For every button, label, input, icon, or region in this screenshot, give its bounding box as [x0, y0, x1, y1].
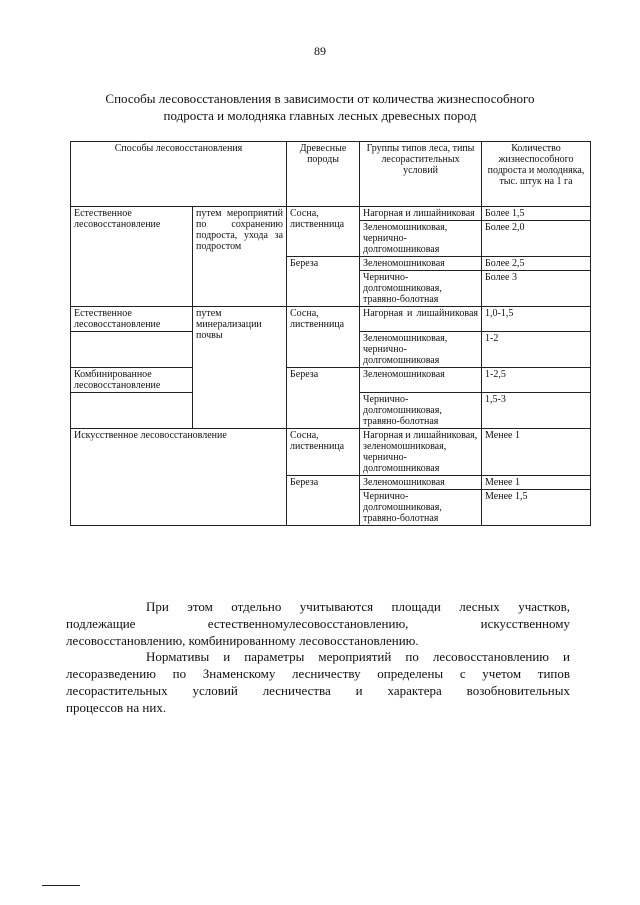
quantity-cell: 1-2 [482, 332, 591, 368]
quantity-cell: 1,5-3 [482, 393, 591, 429]
forest-type-cell: Нагорная и лишайниковая [360, 207, 482, 221]
forest-type-cell: Зеленомошниковая, чернично-долгомошниковая [360, 221, 482, 257]
quantity-cell: Менее 1,5 [482, 490, 591, 526]
quantity-cell: 1-2,5 [482, 368, 591, 393]
quantity-cell: Более 2,0 [482, 221, 591, 257]
species-cell: Сосна, лиственница [287, 429, 360, 476]
forest-type-cell: Нагорная и лишайниковая, зеленомошниковая, чернично-долгомошниковая [360, 429, 482, 476]
paragraph-2-line-3: лесорастительных условий лесничества и характера возобновительных [66, 683, 570, 698]
species-cell: Сосна, лиственница [287, 307, 360, 368]
forest-type-cell: Нагорная и лишайниковая [360, 307, 482, 332]
method-cell: Искусственное лесовосстановление [71, 429, 287, 526]
table-row [71, 307, 591, 332]
table-title [60, 90, 580, 124]
table-row [71, 207, 591, 221]
method-cell: Естественное лесовосстановление [71, 207, 193, 307]
forest-type-cell: Чернично-долгомошниковая, травяно-болотная [360, 393, 482, 429]
species-cell: Береза [287, 368, 360, 429]
paragraph-1-line-2: подлежащие естественномулесовосстановлению, искусственному [66, 616, 570, 631]
submethod-cell: путем мероприятий по сохранению подроста, ухода за подростом [193, 207, 287, 307]
forest-type-cell: Чернично-долгомошниковая, травяно-болотная [360, 271, 482, 307]
paragraph-1 [66, 598, 570, 649]
regeneration-table [70, 141, 590, 526]
table-row [71, 368, 591, 393]
paragraph-1-line-1: При этом отдельно учитываются площади лесных участков, [146, 599, 570, 614]
quantity-cell: 1,0-1,5 [482, 307, 591, 332]
forest-type-cell: Зеленомошниковая [360, 257, 482, 271]
species-cell: Береза [287, 257, 360, 307]
quantity-cell: Более 3 [482, 271, 591, 307]
paragraph-2-line-2: лесоразведению по Знаменскому лесничеству определены с учетом типов [66, 666, 570, 681]
species-cell: Сосна, лиственница [287, 207, 360, 257]
forest-type-cell: Зеленомошниковая [360, 476, 482, 490]
method-cell: Естественное лесовосстановление [71, 307, 193, 332]
forest-type-cell: Зеленомошниковая [360, 368, 482, 393]
page-number: 89 [314, 44, 326, 58]
forest-type-cell: Зеленомошниковая, чернично-долгомошниковая [360, 332, 482, 368]
method-cell: Комбинированное лесовосстановление [71, 368, 193, 393]
table-title-line-1: Способы лесовосстановления в зависимости от количества жизнеспособного [105, 91, 535, 106]
table-header-row [71, 142, 591, 207]
quantity-cell: Менее 1 [482, 429, 591, 476]
paragraph-2-line-1: Нормативы и параметры мероприятий по лесовосстановлению и [146, 649, 570, 664]
submethod-cell: путем минерализации почвы [193, 307, 287, 429]
header-forest-type: Группы типов леса, типы лесорастительных условий [360, 142, 482, 207]
quantity-cell: Менее 1 [482, 476, 591, 490]
table-title-line-2: подроста и молодняка главных лесных древесных пород [163, 108, 477, 123]
paragraph-2 [66, 648, 570, 716]
empty-method-cell [71, 332, 193, 368]
species-cell: Береза [287, 476, 360, 526]
paragraph-2-line-4: процессов на них. [66, 700, 167, 715]
header-method: Способы лесовосстановления [71, 142, 287, 207]
header-species: Древесные породы [287, 142, 360, 207]
table-row [71, 429, 591, 476]
footnote-separator [42, 885, 80, 886]
header-quantity: Количество жизнеспособного подроста и молодняка, тыс. штук на 1 га [482, 142, 591, 207]
empty-method-cell [71, 393, 193, 429]
forest-type-cell: Чернично-долгомошниковая, травяно-болотная [360, 490, 482, 526]
quantity-cell: Более 2,5 [482, 257, 591, 271]
paragraph-1-line-3: лесовосстановлению, комбинированному лесовосстановлению. [66, 633, 419, 648]
quantity-cell: Более 1,5 [482, 207, 591, 221]
